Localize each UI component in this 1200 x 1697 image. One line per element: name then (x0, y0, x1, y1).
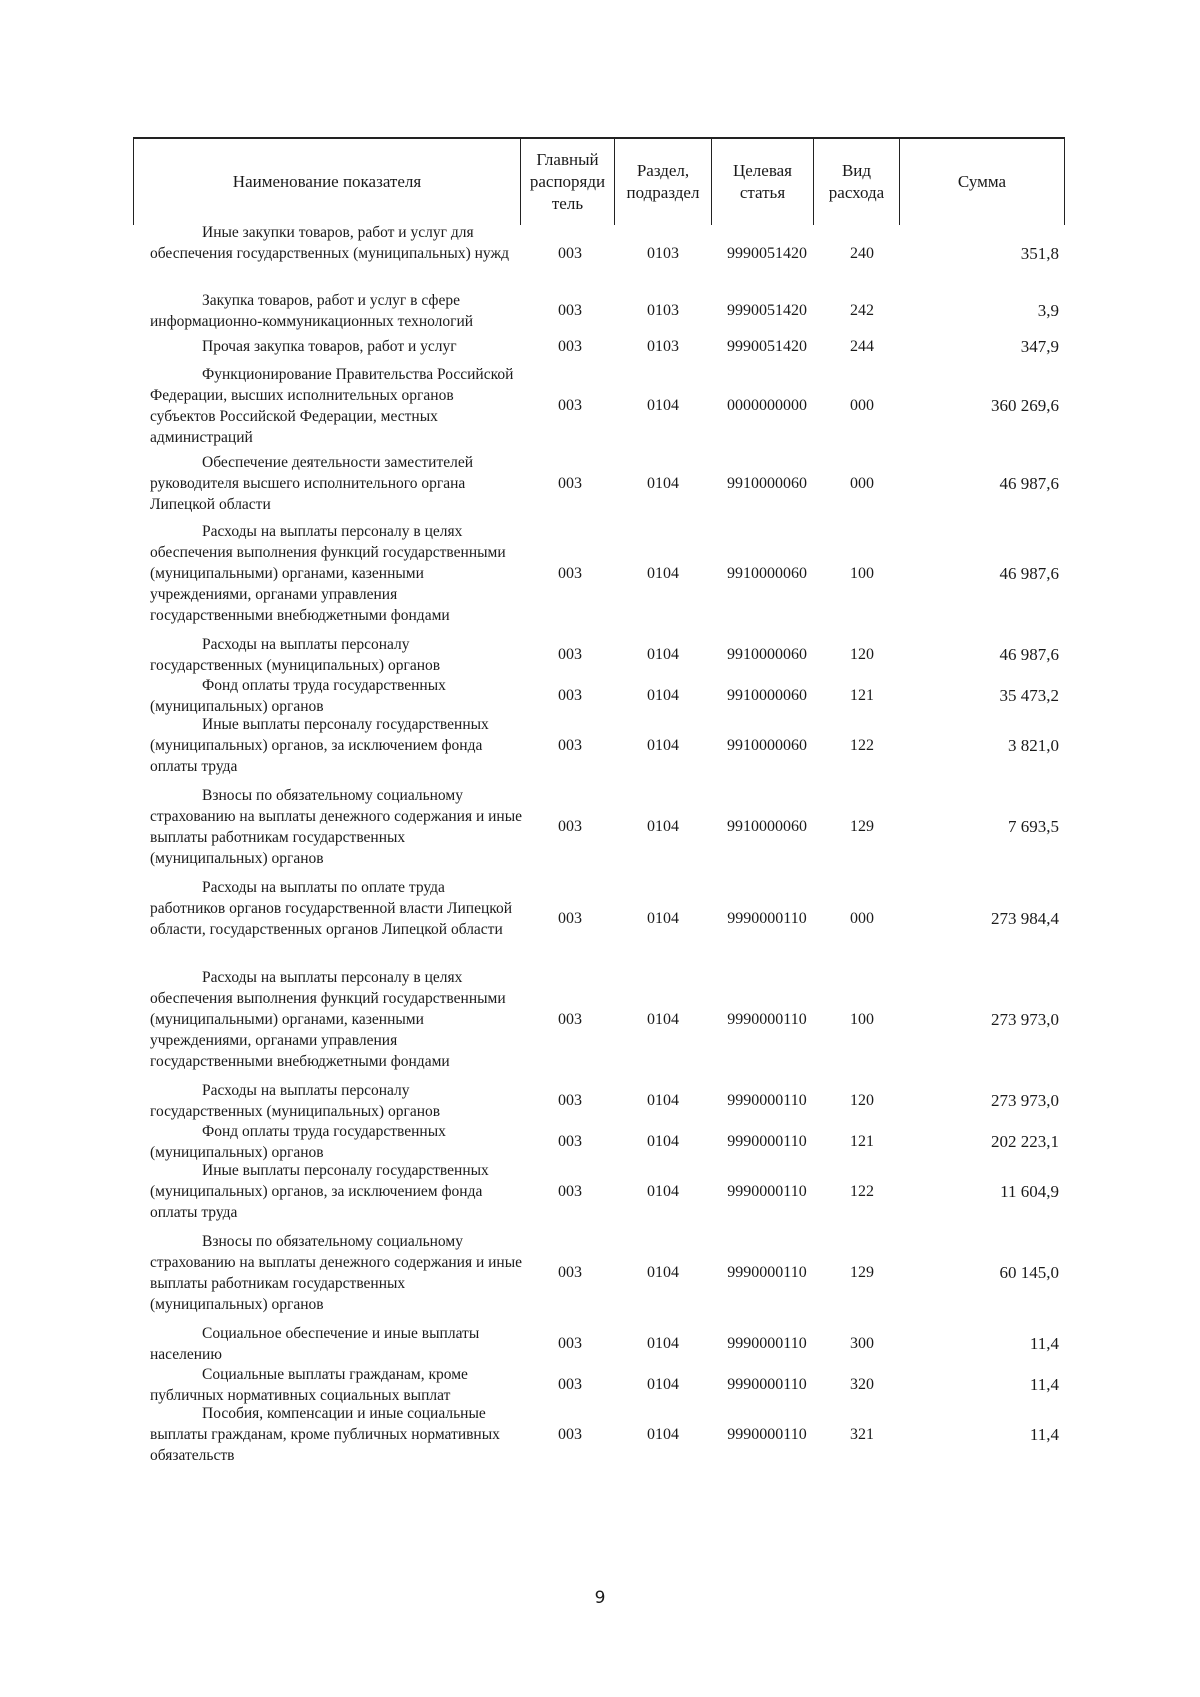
row-name: Расходы на выплаты персоналу в целях обеспечения выполнения функций государственными (муниципальными) органами, казенными учреждениями, органами управления государственными внебюджетными фондами (150, 969, 506, 1070)
row-name: Фонд оплаты труда государственных (муниципальных) органов (150, 677, 446, 715)
row-section: 0104 (647, 736, 679, 754)
table-header (133, 137, 1065, 223)
row-main-manager: 003 (558, 818, 582, 835)
row-target-article: 9990000110 (727, 1133, 807, 1150)
row-target-article: 0000000000 (727, 397, 807, 414)
row-name: Социальное обеспечение и иные выплаты населению (150, 1325, 480, 1363)
row-target-article: 9990000110 (727, 1182, 807, 1200)
row-sum: 360 269,6 (991, 396, 1059, 415)
row-section: 0104 (647, 1092, 679, 1109)
row-name: Расходы на выплаты персоналу государственных (муниципальных) органов (150, 1082, 441, 1120)
row-sum: 3,9 (1037, 301, 1059, 320)
row-section: 0104 (647, 818, 679, 835)
row-sum: 273 984,4 (991, 909, 1059, 928)
row-expense-type: 100 (850, 564, 874, 582)
row-section: 0103 (647, 302, 679, 319)
row-expense-type: 120 (850, 1092, 874, 1109)
row-target-article: 9910000060 (727, 818, 807, 835)
row-sum: 7 693,5 (1008, 817, 1059, 836)
row-name: Прочая закупка товаров, работ и услуг (202, 338, 457, 355)
row-sum: 273 973,0 (991, 1009, 1059, 1029)
row-name: Обеспечение деятельности заместителей руководителя высшего исполнительного органа Липецкой области (150, 454, 474, 513)
row-name: Социальные выплаты гражданам, кроме публичных нормативных социальных выплат (150, 1366, 468, 1404)
row-section: 0104 (647, 1010, 679, 1028)
row-main-manager: 003 (558, 302, 582, 319)
row-name: Иные выплаты персоналу государственных (муниципальных) органов, за исключением фонда оплаты труда (150, 1162, 489, 1221)
table-row (0, 222, 1200, 285)
row-section: 0104 (647, 910, 679, 927)
table-row (0, 364, 1200, 448)
row-target-article: 9990051420 (727, 244, 807, 262)
table-row (0, 714, 1200, 777)
header-sum: Сумма (899, 139, 1065, 225)
header-name: Наименование показателя (133, 139, 520, 225)
row-name: Расходы на выплаты по оплате труда работников органов государственной власти Липецкой области, государственных органов Липецкой области (150, 879, 513, 938)
row-sum: 46 987,6 (999, 563, 1059, 583)
row-main-manager: 003 (558, 1092, 582, 1109)
row-main-manager: 003 (558, 337, 582, 355)
row-sum: 11,4 (1029, 1375, 1059, 1394)
table-row (0, 1160, 1200, 1223)
row-expense-type: 122 (850, 736, 874, 754)
table-row (0, 1080, 1200, 1122)
row-target-article: 9910000060 (727, 687, 807, 704)
row-main-manager: 003 (558, 687, 582, 704)
row-main-manager: 003 (558, 1182, 582, 1200)
row-section: 0104 (647, 1264, 679, 1281)
row-target-article: 9990000110 (727, 1376, 807, 1393)
table-row (0, 634, 1200, 676)
row-main-manager: 003 (558, 397, 582, 414)
row-main-manager: 003 (558, 244, 582, 262)
row-name: Фонд оплаты труда государственных (муниципальных) органов (150, 1123, 446, 1161)
row-target-article: 9910000060 (727, 736, 807, 754)
table-row (0, 1403, 1200, 1466)
table-row (0, 1121, 1200, 1163)
table-row (0, 290, 1200, 332)
row-sum: 46 987,6 (999, 645, 1059, 664)
row-section: 0103 (647, 337, 679, 355)
table-row (0, 877, 1200, 961)
row-main-manager: 003 (558, 1376, 582, 1393)
row-sum: 273 973,0 (991, 1091, 1059, 1110)
row-expense-type: 320 (850, 1376, 874, 1393)
row-target-article: 9990000110 (727, 1425, 807, 1443)
row-target-article: 9990000110 (727, 1264, 807, 1281)
row-name: Закупка товаров, работ и услуг в сфере информационно-коммуникационных технологий (150, 292, 474, 330)
row-main-manager: 003 (558, 736, 582, 754)
row-section: 0104 (647, 1425, 679, 1443)
table-row (0, 675, 1200, 717)
row-main-manager: 003 (558, 1335, 582, 1352)
row-section: 0104 (647, 1133, 679, 1150)
table-row (0, 336, 1200, 357)
row-main-manager: 003 (558, 1425, 582, 1443)
row-target-article: 9990000110 (727, 1010, 807, 1028)
row-name: Иные выплаты персоналу государственных (муниципальных) органов, за исключением фонда оплаты труда (150, 716, 489, 775)
row-section: 0104 (647, 1182, 679, 1200)
row-main-manager: 003 (558, 474, 582, 492)
row-main-manager: 003 (558, 564, 582, 582)
row-section: 0103 (647, 244, 679, 262)
table-row (0, 785, 1200, 869)
row-expense-type: 121 (850, 687, 874, 704)
row-expense-type: 129 (850, 1264, 874, 1281)
row-name: Взносы по обязательному социальному страхованию на выплаты денежного содержания и иные выплаты работникам государственных (муниципальных) органов (150, 787, 522, 867)
table-row (0, 1323, 1200, 1365)
row-expense-type: 129 (850, 818, 874, 835)
row-name: Взносы по обязательному социальному страхованию на выплаты денежного содержания и иные выплаты работникам государственных (муниципальных) органов (150, 1233, 522, 1313)
row-expense-type: 120 (850, 646, 874, 663)
row-sum: 347,9 (1020, 336, 1059, 356)
row-section: 0104 (647, 687, 679, 704)
table-row (0, 452, 1200, 515)
row-target-article: 9990051420 (727, 302, 807, 319)
row-expense-type: 000 (850, 397, 874, 414)
row-target-article: 9910000060 (727, 646, 807, 663)
table-row (0, 1364, 1200, 1406)
row-expense-type: 000 (850, 910, 874, 927)
table-row (0, 521, 1200, 626)
row-name: Функционирование Правительства Российской Федерации, высших исполнительных органов субъектов Российской Федерации, местных администраций (150, 366, 514, 446)
row-expense-type: 121 (850, 1133, 874, 1150)
row-main-manager: 003 (558, 910, 582, 927)
row-main-manager: 003 (558, 1133, 582, 1150)
header-main-manager: Главный распоряди тель (520, 139, 614, 225)
row-expense-type: 240 (850, 244, 874, 262)
row-target-article: 9990000110 (727, 910, 807, 927)
row-sum: 46 987,6 (999, 473, 1059, 493)
row-section: 0104 (647, 1335, 679, 1352)
row-expense-type: 244 (850, 337, 874, 355)
row-main-manager: 003 (558, 1264, 582, 1281)
table-row (0, 1231, 1200, 1315)
row-main-manager: 003 (558, 646, 582, 663)
row-target-article: 9910000060 (727, 474, 807, 492)
row-main-manager: 003 (558, 1010, 582, 1028)
row-section: 0104 (647, 646, 679, 663)
row-name: Иные закупки товаров, работ и услуг для обеспечения государственных (муниципальных) нужд (150, 224, 510, 262)
row-expense-type: 122 (850, 1182, 874, 1200)
row-target-article: 9910000060 (727, 564, 807, 582)
row-name: Расходы на выплаты персоналу государственных (муниципальных) органов (150, 636, 441, 674)
header-target-article: Целевая статья (711, 139, 813, 225)
row-section: 0104 (647, 397, 679, 414)
row-target-article: 9990051420 (727, 337, 807, 355)
row-expense-type: 100 (850, 1010, 874, 1028)
row-name: Расходы на выплаты персоналу в целях обеспечения выполнения функций государственными (муниципальными) органами, казенными учреждениями, органами управления государственными внебюджетными фондами (150, 523, 506, 624)
header-section: Раздел, подраздел (614, 139, 711, 225)
row-expense-type: 300 (850, 1335, 874, 1352)
page-number: 9 (594, 1588, 606, 1608)
row-sum: 35 473,2 (999, 686, 1059, 705)
row-sum: 202 223,1 (991, 1132, 1059, 1151)
row-section: 0104 (647, 564, 679, 582)
row-sum: 351,8 (1020, 243, 1059, 263)
row-target-article: 9990000110 (727, 1335, 807, 1352)
header-expense-type: Вид расхода (813, 139, 899, 225)
row-sum: 11,4 (1029, 1334, 1059, 1353)
row-name: Пособия, компенсации и иные социальные выплаты гражданам, кроме публичных нормативных обязательств (150, 1405, 500, 1464)
row-sum: 3 821,0 (1008, 735, 1059, 755)
row-expense-type: 242 (850, 302, 874, 319)
row-expense-type: 000 (850, 474, 874, 492)
row-target-article: 9990000110 (727, 1092, 807, 1109)
row-sum: 11 604,9 (1000, 1181, 1059, 1201)
row-section: 0104 (647, 474, 679, 492)
row-sum: 11,4 (1029, 1424, 1059, 1444)
row-section: 0104 (647, 1376, 679, 1393)
table-row (0, 967, 1200, 1072)
row-expense-type: 321 (850, 1425, 874, 1443)
row-sum: 60 145,0 (999, 1263, 1059, 1282)
